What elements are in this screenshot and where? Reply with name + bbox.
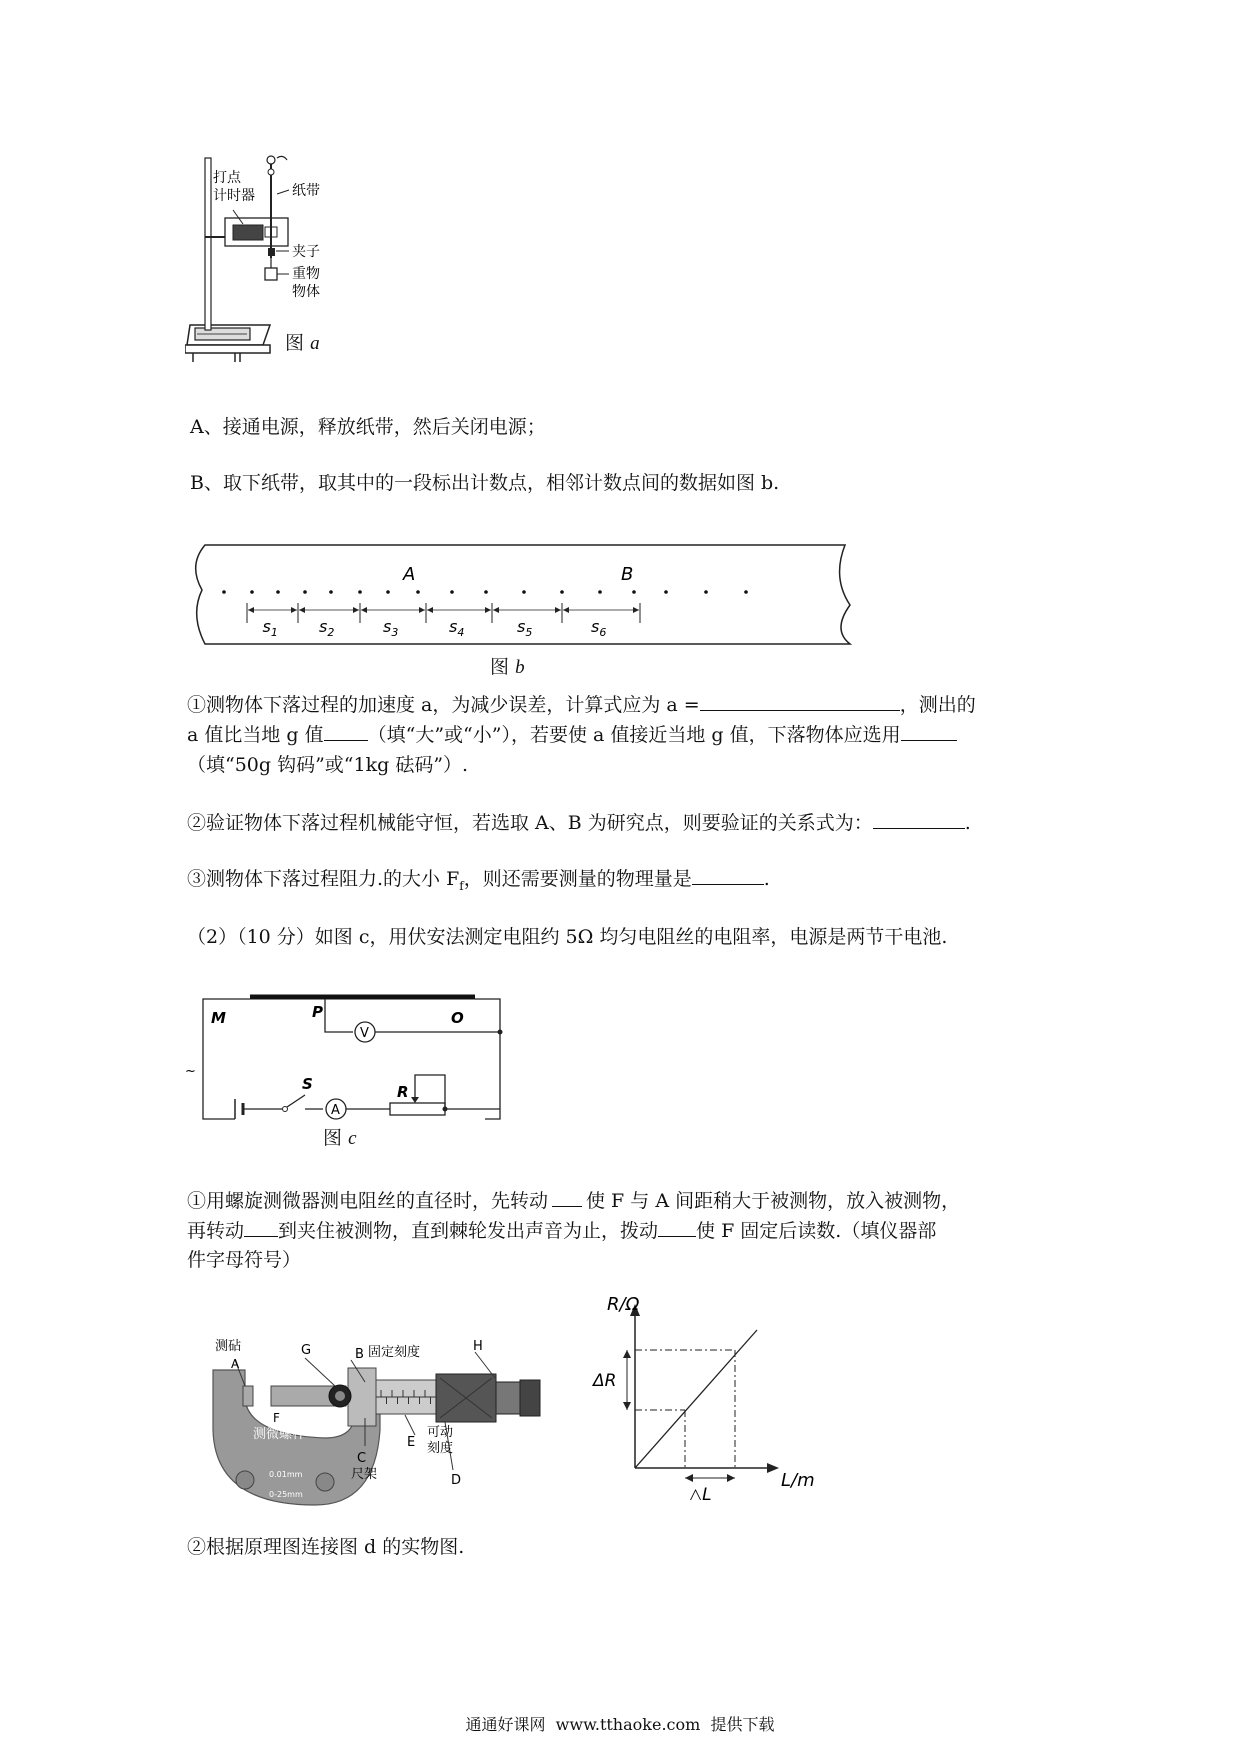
timer-label-line2: 计时器 [213, 188, 255, 204]
timer-label-line1: 打点 [213, 170, 241, 186]
segment-label-3: $s_3$ [383, 617, 399, 639]
circuit-diagram [185, 985, 505, 1120]
answer-blank-part2[interactable] [244, 1216, 278, 1237]
segment-label-1: $s_1$ [262, 617, 278, 639]
figure-c-caption [323, 1123, 357, 1154]
spec-precision: 0.01mm [269, 1470, 303, 1479]
frame-label: 尺架 [351, 1467, 378, 1482]
q4-text-2b: 到夹住被测物，直到棘轮发出声音为止，拨动 [278, 1220, 659, 1242]
tape-dot [522, 590, 526, 594]
tape-dot [329, 590, 333, 594]
q4-text-1b: 使 F 与 A 间距稍大于被测物，放入被测物， [586, 1190, 961, 1212]
question-1-line1 [187, 690, 976, 720]
part-b-label: B [355, 1347, 364, 1362]
tape-dot [386, 590, 390, 594]
q4-text-2a: 再转动 [187, 1220, 245, 1242]
q2-text: ②验证物体下落过程机械能守恒，若选取 A、B 为研究点，则要验证的关系式为： [187, 812, 873, 834]
q4-text-2c: 使 F 固定后读数.（填仪器部 [696, 1220, 937, 1242]
segment-label-5: $s_5$ [517, 617, 533, 639]
resistance-length-graph [585, 1290, 815, 1500]
question-4-line1 [187, 1186, 960, 1216]
caption-var: c [348, 1128, 357, 1149]
figure-c [185, 985, 505, 1160]
q1-text: ①测物体下落过程的加速度 a，为减少误差，计算式应为 a = [187, 694, 700, 716]
fixed-scale-label: 固定刻度 [368, 1345, 421, 1360]
question-2 [187, 808, 971, 838]
q3-end: . [763, 868, 770, 890]
weight-label-line2: 物体 [292, 284, 320, 300]
tape-label: 纸带 [292, 183, 320, 199]
segment-label-2: $s_2$ [319, 617, 335, 639]
q4-text-1a: ①用螺旋测微器测电阻丝的直径时，先转动 [187, 1190, 549, 1212]
tape-dot [276, 590, 280, 594]
paper-tape-diagram [190, 540, 870, 650]
point-a-label: A [403, 564, 416, 585]
answer-blank-formula[interactable] [700, 690, 900, 711]
part-e-label: E [407, 1435, 416, 1450]
answer-blank-relation[interactable] [873, 808, 965, 829]
segment-label-4: $s_4$ [449, 617, 465, 639]
y-axis-label: R/Ω [607, 1294, 640, 1315]
figure-b-caption [490, 652, 525, 683]
question-3 [187, 864, 770, 901]
answer-blank-object[interactable] [901, 720, 957, 741]
tape-dot [250, 590, 254, 594]
x-axis-label: L/m [781, 1470, 815, 1491]
part-d-label: D [451, 1473, 462, 1488]
caption-var: b [515, 657, 525, 678]
tape-dot [704, 590, 708, 594]
part-h-label: H [473, 1339, 483, 1354]
figure-a-caption [285, 328, 320, 359]
weight-label-line1: 重物 [292, 266, 320, 282]
q1-text-line2-mid: （填“大”或“小”），若要使 a 值接近当地 g 值，下落物体应选用 [367, 724, 901, 746]
answer-blank-bigsmall[interactable] [324, 720, 368, 741]
movable-scale-label-1: 可动 [427, 1425, 454, 1440]
question-1-line2 [187, 720, 957, 750]
tape-dot [416, 590, 420, 594]
part-a-label: A [231, 1357, 240, 1371]
tape-dot [484, 590, 488, 594]
micrometer-figure [205, 1320, 565, 1510]
q1-text-line2: a 值比当地 g 值 [187, 724, 324, 746]
spindle-label: 测微螺杆 [253, 1427, 306, 1442]
tilde-mark: ~ [185, 1064, 196, 1079]
q2-end: . [964, 812, 971, 834]
answer-blank-part1[interactable] [552, 1186, 582, 1207]
question-4-line2 [187, 1216, 936, 1246]
step-b-text: B、取下纸带，取其中的一段标出计数点，相邻计数点间的数据如图 b. [190, 472, 780, 494]
question-5: ②根据原理图连接图 d 的实物图. [187, 1536, 465, 1558]
q3-text2: ，则还需要测量的物理量是 [463, 868, 692, 890]
caption-prefix: 图 [285, 332, 305, 354]
clip-label: 夹子 [292, 244, 320, 260]
point-m-label: M [211, 1009, 226, 1027]
q1-text-end: ，测出的 [899, 694, 976, 716]
tape-dot [303, 590, 307, 594]
r-l-graph-svg [585, 1290, 815, 1500]
tape-dot [222, 590, 226, 594]
q3-subscript: f [459, 878, 464, 893]
segment-label-6: $s_6$ [591, 617, 607, 639]
ammeter-label: A [331, 1103, 340, 1118]
part-2-heading: （2）（10 分）如图 c，用伏安法测定电阻约 5Ω 均匀电阻丝的电阻率，电源是两节干电池. [187, 926, 948, 948]
delta-r-label: ΔR [593, 1371, 617, 1391]
answer-blank-part3[interactable] [658, 1216, 696, 1237]
micrometer-diagram [205, 1320, 565, 1510]
point-b-label: B [621, 564, 634, 585]
tape-dot [450, 590, 454, 594]
rheostat-r-label: R [397, 1083, 409, 1101]
spec-range: 0-25mm [269, 1490, 303, 1499]
point-o-label: O [451, 1009, 464, 1027]
figure-a [185, 150, 415, 405]
step-a-text: A、接通电源，释放纸带，然后关闭电源； [190, 416, 546, 438]
q3-text: ③测物体下落过程阻力.的大小 F [187, 868, 460, 890]
delta-l-label: △L [689, 1485, 712, 1500]
tape-dot [744, 590, 748, 594]
page-footer: 通通好课网 www.tthaoke.com 提供下载 [465, 1715, 775, 1734]
caption-var: a [310, 333, 320, 354]
anvil-label: 测砧 [215, 1339, 242, 1354]
caption-prefix: 图 [323, 1127, 343, 1149]
caption-prefix: 图 [490, 656, 510, 678]
voltmeter-label: V [360, 1026, 369, 1041]
tape-dot [358, 590, 362, 594]
question-1-line3: （填“50g 钩码”或“1kg 砝码”）. [187, 754, 469, 776]
point-p-label: P [312, 1003, 323, 1021]
tape-dot [664, 590, 668, 594]
question-4-line3: 件字母符号） [187, 1249, 302, 1271]
switch-s-label: S [302, 1075, 313, 1093]
tape-dot [632, 590, 636, 594]
part-f-label: F [273, 1411, 280, 1425]
part-c-label: C [357, 1451, 367, 1466]
part-g-label: G [301, 1343, 312, 1358]
tape-dot [560, 590, 564, 594]
answer-blank-quantity[interactable] [692, 864, 764, 885]
tape-dot [598, 590, 602, 594]
figure-b [190, 540, 870, 680]
movable-scale-label-2: 刻度 [427, 1441, 454, 1456]
iron-stand-apparatus-diagram [185, 150, 415, 405]
